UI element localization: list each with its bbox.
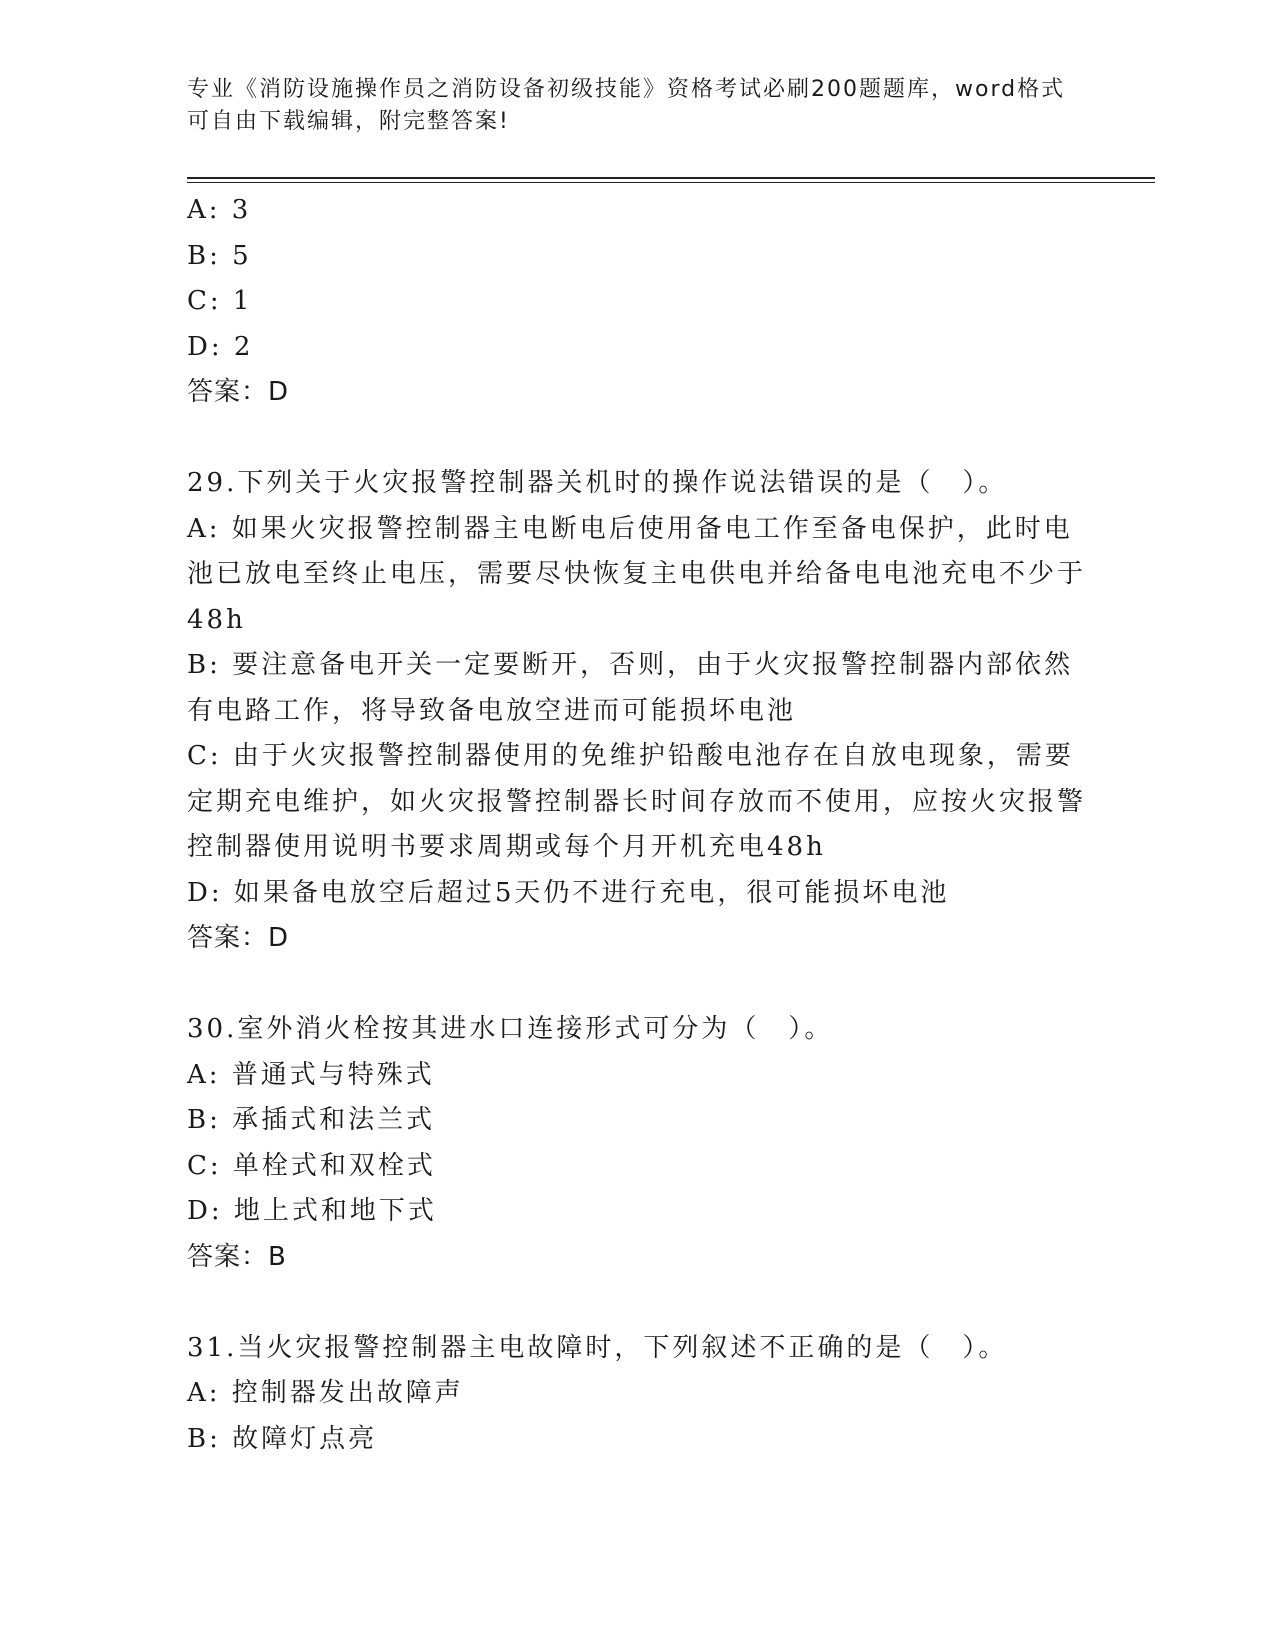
question-28 [187,188,1087,416]
option-c: C: 单栓式和双栓式 [187,1150,436,1181]
option-b: B: 要注意备电开关一定要断开，否则，由于火灾报警控制器内部依然有电路工作，将导致备电放空进而可能损坏电池 [187,650,1074,726]
option-a: A: 普通式与特殊式 [187,1059,435,1090]
question-content [187,188,1087,1462]
spacer [187,962,1087,1008]
header-divider-thick [187,177,1155,179]
question-stem: 31.当火灾报警控制器主电故障时，下列叙述不正确的是（ ）。 [187,1332,1008,1363]
spacer [187,416,1087,462]
option-c: C: 由于火灾报警控制器使用的免维护铅酸电池存在自放电现象，需要定期充电维护，如火灾报警控制器长时间存放而不使用，应按火灾报警控制器使用说明书要求周期或每个月开机充电48h [187,741,1087,862]
answer-text: 答案：D [187,923,290,953]
option-b: B: 故障灯点亮 [187,1423,378,1454]
option-d: D: 如果备电放空后超过5天仍不进行充电，很可能损坏电池 [187,877,950,908]
option-a: A: 3 [187,195,252,225]
option-b: B: 5 [187,240,252,271]
option-d: D: 地上式和地下式 [187,1196,437,1226]
question-stem: 29.下列关于火灾报警控制器关机时的操作说法错误的是（ ）。 [187,468,1008,498]
option-c: C: 1 [187,286,253,316]
document-header: 专业《消防设施操作员之消防设备初级技能》资格考试必刷200题题库，word格式可自由下载编辑，附完整答案! [187,77,1066,134]
option-a: A: 控制器发出故障声 [187,1378,464,1408]
answer-text: 答案：B [187,1241,287,1272]
question-stem: 30.室外消火栓按其进水口连接形式可分为（ ）。 [187,1014,834,1044]
spacer [187,1280,1087,1326]
option-d: D: 2 [187,331,254,362]
option-a: A: 如果火灾报警控制器主电断电后使用备电工作至备电保护，此时电池已放电至终止电压，需要尽快恢复主电供电并给备电电池充电不少于48h [187,513,1087,635]
answer-text: 答案：D [187,377,290,407]
header-divider-thin [187,182,1155,183]
question-30 [187,1007,1087,1280]
question-31 [187,1326,1087,1463]
option-b: B: 承插式和法兰式 [187,1105,436,1135]
question-29 [187,461,1087,962]
